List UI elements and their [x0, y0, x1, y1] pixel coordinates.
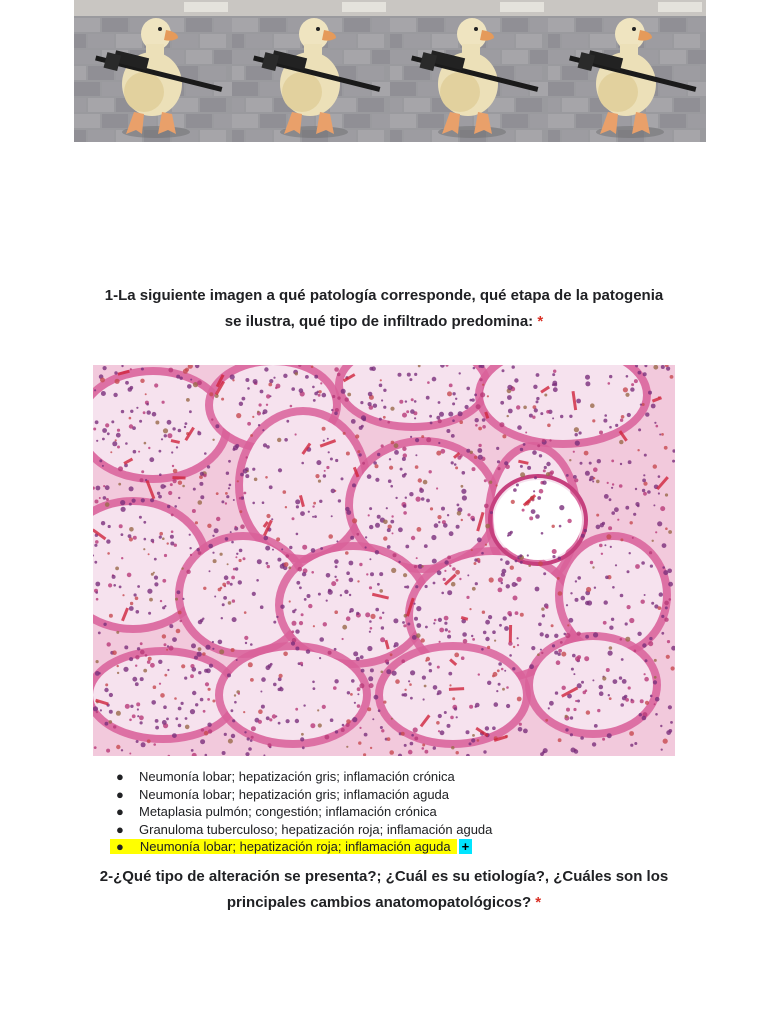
question-1-text: 1-La siguiente imagen a qué patología corresponde, qué etapa de la patogenia se ilustra, qué tipo de infiltrado predomina: — [104, 287, 664, 330]
bullet: ● — [116, 804, 124, 820]
required-mark: * — [537, 313, 544, 330]
option-item[interactable] — [110, 786, 670, 804]
answer-options — [110, 768, 670, 856]
duck-image — [548, 0, 706, 142]
option-item-selected[interactable] — [110, 838, 472, 856]
question-2 — [96, 864, 672, 916]
question-1 — [96, 283, 672, 335]
option-label: Neumonía lobar; hepatización gris; inflamación aguda — [139, 786, 450, 802]
bullet: ● — [116, 786, 124, 802]
duck-image — [232, 0, 390, 142]
correct-mark: + — [459, 839, 473, 854]
option-label: Neumonía lobar; hepatización roja; inflamación aguda — [140, 839, 457, 854]
question-2-text: 2-¿Qué tipo de alteración se presenta?; ¿Cuál es su etiología?, ¿Cuáles son los principales cambios anatomopatológicos? — [99, 868, 669, 911]
bullet: ● — [110, 839, 140, 854]
option-label: Metaplasia pulmón; congestión; inflamación crónica — [139, 804, 437, 820]
option-label: Neumonía lobar; hepatización gris; inflamación crónica — [139, 769, 455, 784]
required-mark: * — [535, 894, 542, 911]
option-item[interactable] — [110, 821, 670, 839]
duck-banner — [74, 0, 706, 142]
option-item[interactable] — [110, 768, 670, 786]
duck-image — [74, 0, 232, 142]
lung-histology-image — [93, 365, 675, 756]
option-item[interactable] — [110, 803, 670, 821]
duck-image — [390, 0, 548, 142]
bullet: ● — [116, 821, 124, 837]
bullet: ● — [116, 769, 124, 784]
option-label: Granuloma tuberculoso; hepatización roja; inflamación aguda — [139, 821, 493, 837]
